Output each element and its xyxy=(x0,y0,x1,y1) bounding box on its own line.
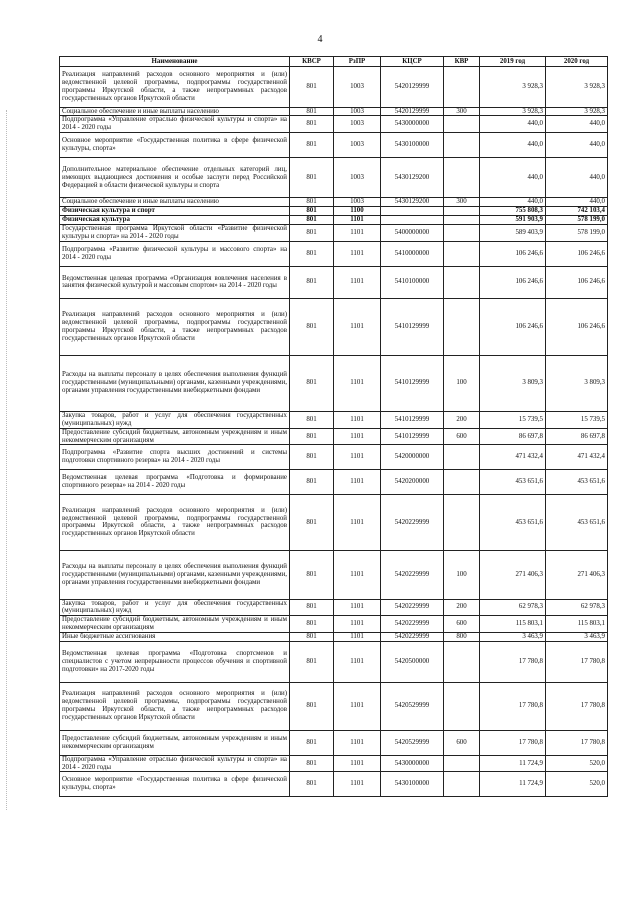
row-amount-2019: 3 809,3 xyxy=(480,355,546,411)
row-amount-2020: 3 928,3 xyxy=(546,107,608,116)
row-name: Предоставление субсидий бюджетным, автономным учреждениям и иным некоммерческим организациям xyxy=(60,616,290,633)
table-row xyxy=(60,216,608,225)
row-kvsr: 801 xyxy=(290,616,334,633)
row-kcsr: 5420229999 xyxy=(381,599,444,616)
row-kvr xyxy=(444,116,480,133)
row-kvr: 600 xyxy=(444,616,480,633)
row-kvr xyxy=(444,216,480,225)
row-rzpr: 1101 xyxy=(334,445,381,470)
row-kvr xyxy=(444,207,480,216)
row-rzpr: 1101 xyxy=(334,241,381,266)
row-name: Физическая культура и спорт xyxy=(60,207,290,216)
row-amount-2020: 106 246,6 xyxy=(546,241,608,266)
row-rzpr: 1101 xyxy=(334,225,381,242)
row-kvr xyxy=(444,67,480,108)
row-amount-2019: 440,0 xyxy=(480,157,546,198)
row-amount-2019: 11 724,9 xyxy=(480,772,546,797)
row-amount-2020: 271 406,3 xyxy=(546,551,608,599)
row-kcsr: 5410129999 xyxy=(381,355,444,411)
row-kvsr: 801 xyxy=(290,216,334,225)
row-amount-2019: 62 978,3 xyxy=(480,599,546,616)
row-rzpr: 1101 xyxy=(334,411,381,428)
row-kcsr: 5430100000 xyxy=(381,133,444,158)
row-amount-2019: 106 246,6 xyxy=(480,241,546,266)
row-name: Ведомственная целевая программа «Организация вовлечения населения в занятия физической культурой и массовым спортом» на 2014 - 2020 годы xyxy=(60,266,290,299)
page-number: 4 xyxy=(317,34,323,45)
row-amount-2020: 578 199,0 xyxy=(546,225,608,242)
table-row xyxy=(60,772,608,797)
row-kcsr: 5410100000 xyxy=(381,266,444,299)
row-amount-2019: 471 432,4 xyxy=(480,445,546,470)
row-name: Подпрограмма «Управление отраслью физической культуры и спорта» на 2014 - 2020 годы xyxy=(60,116,290,133)
table-row xyxy=(60,633,608,642)
row-kcsr: 5420200000 xyxy=(381,470,444,495)
row-kvr: 200 xyxy=(444,411,480,428)
row-amount-2019: 3 928,3 xyxy=(480,67,546,108)
row-kvsr: 801 xyxy=(290,107,334,116)
row-name: Предоставление субсидий бюджетным, автономным учреждениям и иным некоммерческим организациям xyxy=(60,730,290,755)
row-rzpr: 1101 xyxy=(334,755,381,772)
row-amount-2019: 440,0 xyxy=(480,198,546,207)
row-amount-2020: 17 780,8 xyxy=(546,642,608,683)
row-rzpr: 1101 xyxy=(334,682,381,730)
row-name: Основное мероприятие «Государственная политика в сфере физической культуры, спорта» xyxy=(60,772,290,797)
row-amount-2020: 106 246,6 xyxy=(546,299,608,355)
row-rzpr: 1003 xyxy=(334,157,381,198)
row-amount-2019: 453 651,6 xyxy=(480,494,546,550)
row-kvsr: 801 xyxy=(290,157,334,198)
table-row xyxy=(60,428,608,445)
row-kcsr: 5400000000 xyxy=(381,225,444,242)
table-row xyxy=(60,494,608,550)
row-name: Реализация направлений расходов основного мероприятия и (или) ведомственной целевой программы, подпрограммы государственной программы Иркутской области, а также непрограммных расходов государственных органов Иркутской области xyxy=(60,299,290,355)
row-amount-2019: 755 808,3 xyxy=(480,207,546,216)
table-row xyxy=(60,67,608,108)
row-rzpr: 1100 xyxy=(334,207,381,216)
row-kvsr: 801 xyxy=(290,633,334,642)
row-kvsr: 801 xyxy=(290,198,334,207)
row-name: Реализация направлений расходов основного мероприятия и (или) ведомственной целевой программы, подпрограммы государственной программы Иркутской области, а также непрограммных расходов государственных органов Иркутской области xyxy=(60,67,290,108)
row-amount-2020: 520,0 xyxy=(546,772,608,797)
row-kvsr: 801 xyxy=(290,755,334,772)
table-row xyxy=(60,470,608,495)
row-kvr: 300 xyxy=(444,107,480,116)
row-name: Подпрограмма «Развитие физической культуры и массового спорта» на 2014 - 2020 годы xyxy=(60,241,290,266)
binding-margin xyxy=(6,110,8,810)
row-kvr: 100 xyxy=(444,551,480,599)
row-kvsr: 801 xyxy=(290,642,334,683)
row-kvsr: 801 xyxy=(290,133,334,158)
row-rzpr: 1101 xyxy=(334,599,381,616)
row-kcsr: 5430000000 xyxy=(381,116,444,133)
row-kvsr: 801 xyxy=(290,67,334,108)
table-row xyxy=(60,682,608,730)
row-name: Физическая культура xyxy=(60,216,290,225)
row-rzpr: 1101 xyxy=(334,299,381,355)
table-row xyxy=(60,411,608,428)
row-name: Государственная программа Иркутской области «Развитие физической культуры и спорта» на 2014 - 2020 годы xyxy=(60,225,290,242)
row-rzpr: 1003 xyxy=(334,198,381,207)
row-rzpr: 1003 xyxy=(334,107,381,116)
table-row xyxy=(60,198,608,207)
table-row xyxy=(60,107,608,116)
row-name: Расходы на выплаты персоналу в целях обеспечения выполнения функций государственными (муниципальными) органами, казенными учреждениями, органами управления государственными внебюджетными фондами xyxy=(60,551,290,599)
row-kcsr: 5420129999 xyxy=(381,67,444,108)
row-kvsr: 801 xyxy=(290,494,334,550)
row-kcsr: 5430100000 xyxy=(381,772,444,797)
row-kvr xyxy=(444,642,480,683)
row-kvr: 600 xyxy=(444,428,480,445)
row-kvsr: 801 xyxy=(290,445,334,470)
row-kvsr: 801 xyxy=(290,241,334,266)
row-amount-2020: 520,0 xyxy=(546,755,608,772)
table-row xyxy=(60,599,608,616)
row-amount-2020: 86 697,8 xyxy=(546,428,608,445)
row-rzpr: 1003 xyxy=(334,67,381,108)
header-kcsr: КЦСР xyxy=(381,57,444,67)
table-row xyxy=(60,355,608,411)
row-kvsr: 801 xyxy=(290,225,334,242)
row-kcsr xyxy=(381,207,444,216)
row-amount-2020: 440,0 xyxy=(546,116,608,133)
row-kcsr: 5420500000 xyxy=(381,642,444,683)
table-row xyxy=(60,116,608,133)
row-amount-2019: 115 803,1 xyxy=(480,616,546,633)
row-rzpr: 1101 xyxy=(334,470,381,495)
header-kvsr: КВСР xyxy=(290,57,334,67)
table-row xyxy=(60,207,608,216)
row-rzpr: 1101 xyxy=(334,494,381,550)
row-kcsr: 5420229999 xyxy=(381,633,444,642)
row-kvr: 200 xyxy=(444,599,480,616)
row-amount-2019: 440,0 xyxy=(480,133,546,158)
row-amount-2019: 591 903,9 xyxy=(480,216,546,225)
row-name: Подпрограмма «Управление отраслью физической культуры и спорта» на 2014 - 2020 годы xyxy=(60,755,290,772)
row-name: Расходы на выплаты персоналу в целях обеспечения выполнения функций государственными (муниципальными) органами, казенными учреждениями, органами управления государственными внебюджетными фондами xyxy=(60,355,290,411)
row-kvsr: 801 xyxy=(290,682,334,730)
header-name: Наименование xyxy=(60,57,290,67)
table-row xyxy=(60,642,608,683)
row-kcsr: 5410000000 xyxy=(381,241,444,266)
row-name: Подпрограмма «Развитие спорта высших достижений и системы подготовки спортивного резерва» на 2014 - 2020 годы xyxy=(60,445,290,470)
row-kcsr: 5420000000 xyxy=(381,445,444,470)
table-row xyxy=(60,445,608,470)
row-amount-2020: 453 651,6 xyxy=(546,494,608,550)
row-kvr xyxy=(444,133,480,158)
header-2019: 2019 год xyxy=(480,57,546,67)
row-kcsr: 5420229999 xyxy=(381,616,444,633)
row-rzpr: 1101 xyxy=(334,772,381,797)
row-rzpr: 1101 xyxy=(334,266,381,299)
row-kvsr: 801 xyxy=(290,470,334,495)
row-amount-2019: 17 780,8 xyxy=(480,730,546,755)
row-kvr: 300 xyxy=(444,198,480,207)
row-kvsr: 801 xyxy=(290,266,334,299)
row-name: Ведомственная целевая программа «Подготовка и формирование спортивного резерва» на 2014 - 2020 годы xyxy=(60,470,290,495)
table-row xyxy=(60,266,608,299)
budget-table xyxy=(59,56,608,797)
row-kcsr: 5430129200 xyxy=(381,198,444,207)
row-rzpr: 1003 xyxy=(334,133,381,158)
row-kvsr: 801 xyxy=(290,116,334,133)
row-kvr xyxy=(444,682,480,730)
row-kcsr: 5420229999 xyxy=(381,494,444,550)
row-rzpr: 1101 xyxy=(334,730,381,755)
row-kvr xyxy=(444,445,480,470)
table-row xyxy=(60,299,608,355)
row-name: Дополнительное материальное обеспечение отдельных категорий лиц, имеющих выдающиеся достижения и особые заслуги перед Российской Федерацией в области физической культуры и спорта xyxy=(60,157,290,198)
row-kvr xyxy=(444,299,480,355)
row-kvr: 600 xyxy=(444,730,480,755)
row-kvr xyxy=(444,266,480,299)
row-name: Социальное обеспечение и иные выплаты населению xyxy=(60,107,290,116)
row-kvr xyxy=(444,494,480,550)
row-rzpr: 1101 xyxy=(334,428,381,445)
row-kvr xyxy=(444,157,480,198)
row-name: Реализация направлений расходов основного мероприятия и (или) ведомственной целевой программы, подпрограммы государственной программы Иркутской области, а также непрограммных расходов государственных органов Иркутской области xyxy=(60,682,290,730)
table-row xyxy=(60,755,608,772)
row-name: Ведомственная целевая программа «Подготовка спортсменов и специалистов с учетом непрерывности процессов обучения и спортивной подготовки» на 2017-2020 годы xyxy=(60,642,290,683)
table-row xyxy=(60,241,608,266)
row-kcsr: 5410129999 xyxy=(381,299,444,355)
row-kcsr: 5410129999 xyxy=(381,428,444,445)
row-amount-2019: 3 928,3 xyxy=(480,107,546,116)
row-kvsr: 801 xyxy=(290,599,334,616)
table-row xyxy=(60,157,608,198)
row-kcsr xyxy=(381,216,444,225)
row-kcsr: 5420229999 xyxy=(381,551,444,599)
row-rzpr: 1101 xyxy=(334,633,381,642)
header-rzpr: РзПР xyxy=(334,57,381,67)
row-amount-2019: 589 403,9 xyxy=(480,225,546,242)
row-amount-2020: 440,0 xyxy=(546,157,608,198)
row-amount-2020: 15 739,5 xyxy=(546,411,608,428)
row-rzpr: 1101 xyxy=(334,355,381,411)
row-amount-2019: 271 406,3 xyxy=(480,551,546,599)
row-kvr xyxy=(444,772,480,797)
row-name: Закупка товаров, работ и услуг для обеспечения государственных (муниципальных) нужд xyxy=(60,599,290,616)
row-amount-2019: 453 651,6 xyxy=(480,470,546,495)
row-rzpr: 1101 xyxy=(334,616,381,633)
row-amount-2020: 106 246,6 xyxy=(546,266,608,299)
row-kvsr: 801 xyxy=(290,355,334,411)
row-name: Закупка товаров, работ и услуг для обеспечения государственных (муниципальных) нужд xyxy=(60,411,290,428)
row-rzpr: 1101 xyxy=(334,216,381,225)
table-row xyxy=(60,730,608,755)
row-kcsr: 5420529999 xyxy=(381,682,444,730)
row-kvsr: 801 xyxy=(290,730,334,755)
row-amount-2020: 440,0 xyxy=(546,198,608,207)
row-amount-2019: 106 246,6 xyxy=(480,266,546,299)
row-kcsr: 5420129999 xyxy=(381,107,444,116)
row-kvr xyxy=(444,241,480,266)
row-kvr xyxy=(444,470,480,495)
table-row xyxy=(60,225,608,242)
header-kvr: КВР xyxy=(444,57,480,67)
header-2020: 2020 год xyxy=(546,57,608,67)
row-rzpr: 1101 xyxy=(334,551,381,599)
row-name: Социальное обеспечение и иные выплаты населению xyxy=(60,198,290,207)
row-name: Предоставление субсидий бюджетным, автономным учреждениям и иным некоммерческим организациям xyxy=(60,428,290,445)
row-amount-2019: 17 780,8 xyxy=(480,682,546,730)
row-kvr: 100 xyxy=(444,355,480,411)
row-kvsr: 801 xyxy=(290,299,334,355)
table-header-row xyxy=(60,57,608,67)
row-kvsr: 801 xyxy=(290,428,334,445)
row-amount-2019: 440,0 xyxy=(480,116,546,133)
row-amount-2020: 471 432,4 xyxy=(546,445,608,470)
row-amount-2019: 15 739,5 xyxy=(480,411,546,428)
row-amount-2019: 3 463,9 xyxy=(480,633,546,642)
row-amount-2020: 3 928,3 xyxy=(546,67,608,108)
row-kcsr: 5410129999 xyxy=(381,411,444,428)
row-kcsr: 5430000000 xyxy=(381,755,444,772)
row-kvsr: 801 xyxy=(290,411,334,428)
row-kcsr: 5420529999 xyxy=(381,730,444,755)
row-amount-2020: 17 780,8 xyxy=(546,730,608,755)
row-kvsr: 801 xyxy=(290,772,334,797)
row-amount-2020: 440,0 xyxy=(546,133,608,158)
row-name: Реализация направлений расходов основного мероприятия и (или) ведомственной целевой программы, подпрограммы государственной программы Иркутской области, а также непрограммных расходов государственных органов Иркутской области xyxy=(60,494,290,550)
row-amount-2020: 17 780,8 xyxy=(546,682,608,730)
row-amount-2020: 3 809,3 xyxy=(546,355,608,411)
row-amount-2020: 453 651,6 xyxy=(546,470,608,495)
row-rzpr: 1003 xyxy=(334,116,381,133)
row-amount-2020: 62 978,3 xyxy=(546,599,608,616)
row-amount-2020: 3 463,9 xyxy=(546,633,608,642)
row-kvr xyxy=(444,225,480,242)
row-name: Иные бюджетные ассигнования xyxy=(60,633,290,642)
row-kcsr: 5430129200 xyxy=(381,157,444,198)
row-amount-2020: 742 103,4 xyxy=(546,207,608,216)
table-row xyxy=(60,133,608,158)
row-amount-2020: 578 199,0 xyxy=(546,216,608,225)
row-rzpr: 1101 xyxy=(334,642,381,683)
row-name: Основное мероприятие «Государственная политика в сфере физической культуры, спорта» xyxy=(60,133,290,158)
table-row xyxy=(60,551,608,599)
row-amount-2020: 115 803,1 xyxy=(546,616,608,633)
row-kvsr: 801 xyxy=(290,207,334,216)
row-amount-2019: 86 697,8 xyxy=(480,428,546,445)
row-kvr: 800 xyxy=(444,633,480,642)
row-amount-2019: 17 780,8 xyxy=(480,642,546,683)
row-amount-2019: 11 724,9 xyxy=(480,755,546,772)
row-kvr xyxy=(444,755,480,772)
row-amount-2019: 106 246,6 xyxy=(480,299,546,355)
row-kvsr: 801 xyxy=(290,551,334,599)
table-row xyxy=(60,616,608,633)
